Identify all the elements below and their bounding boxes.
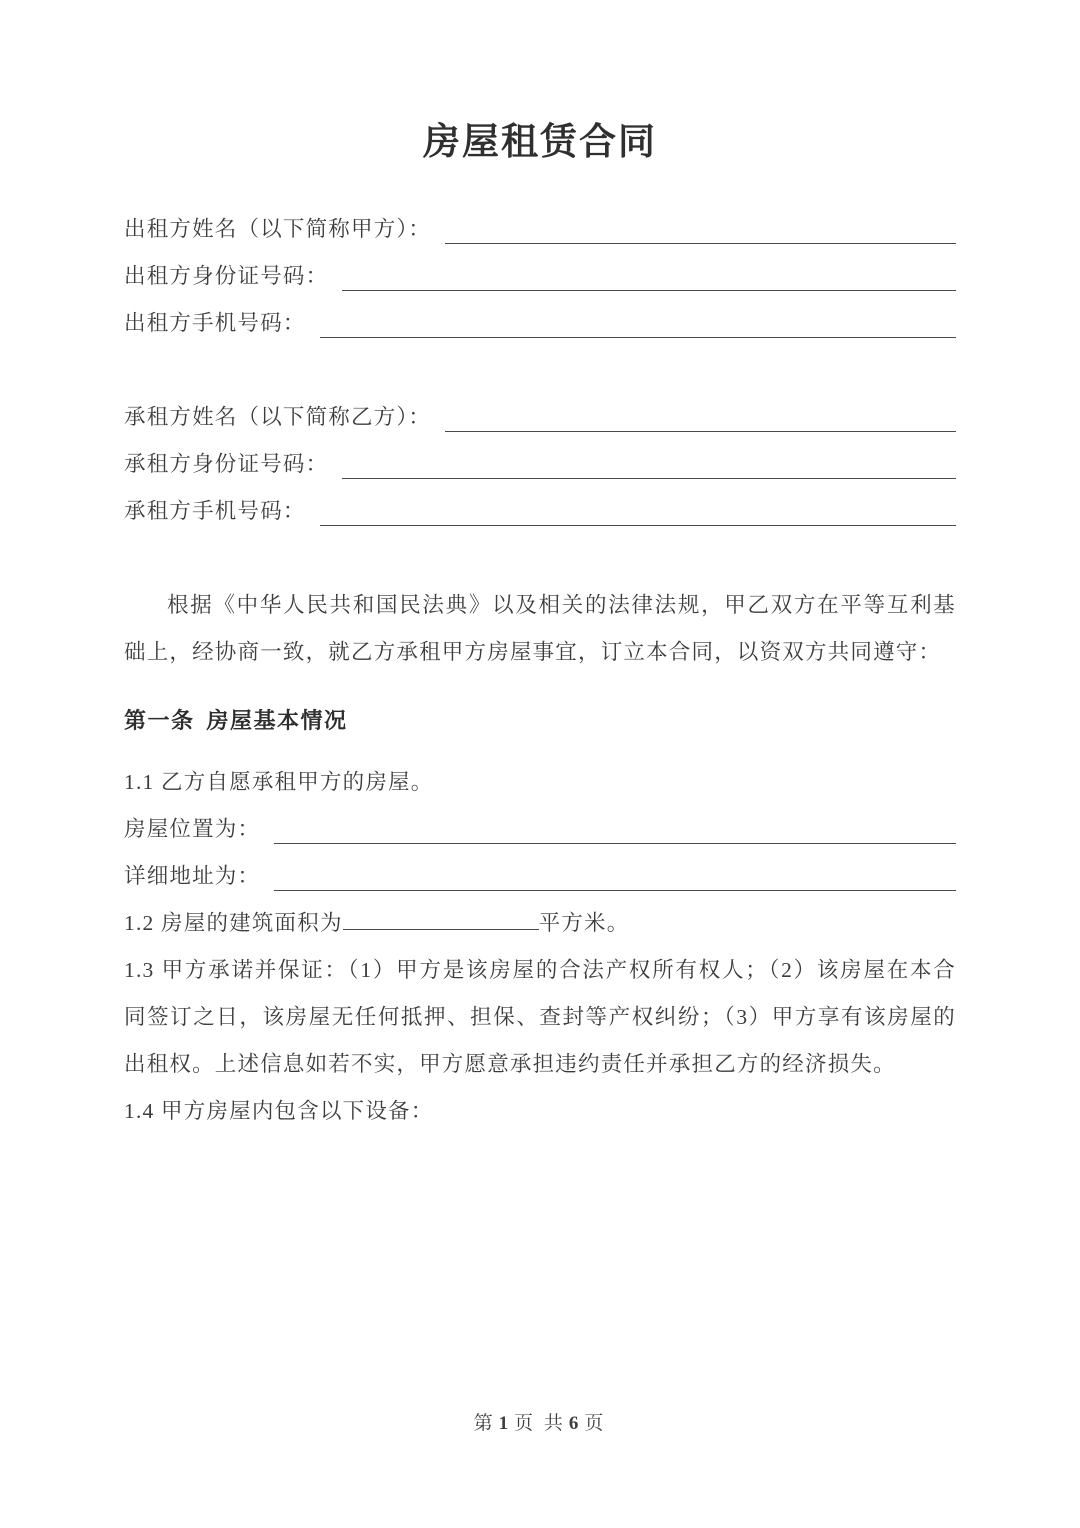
- property-location-input[interactable]: [274, 843, 956, 844]
- lessee-name-input[interactable]: [445, 431, 956, 432]
- spacer: [124, 745, 956, 759]
- building-area-input[interactable]: [343, 909, 539, 930]
- lessor-phone-row: [124, 300, 956, 347]
- spacer: [124, 535, 956, 582]
- lessor-phone-label: 出租方手机号码：: [124, 311, 306, 336]
- clause-1-3: 1.3 甲方承诺并保证：（1）甲方是该房屋的合法产权所有权人；（2）该房屋在本合同签订之日，该房屋无任何抵押、担保、查封等产权纠纷；（3）甲方享有该房屋的出租权。上述信息如若不实，甲方愿意承担违约责任并承担乙方的经济损失。: [124, 958, 956, 1077]
- lessee-phone-input[interactable]: [320, 525, 956, 526]
- lessee-name-label: 承租方姓名（以下简称乙方）：: [124, 405, 432, 430]
- lessor-name-label: 出租方姓名（以下简称甲方）：: [124, 217, 432, 242]
- spacer: [124, 676, 956, 698]
- lessor-id-row: [124, 253, 956, 300]
- lessee-phone-row: [124, 488, 956, 535]
- clause-1-2-prefix: 1.2 房屋的建筑面积为: [124, 911, 343, 936]
- clause-1-2-suffix: 平方米。: [538, 911, 630, 936]
- lessor-id-input[interactable]: [342, 290, 956, 291]
- clause-1-2: [124, 900, 956, 947]
- article-one-title: 房屋基本情况: [206, 709, 348, 735]
- spacer: [0, 166, 1080, 206]
- footer-middle: 页 共: [514, 1413, 566, 1434]
- clause-1-1: 1.1 乙方自愿承租甲方的房屋。: [124, 770, 434, 795]
- page-title: 房屋租赁合同: [423, 120, 657, 163]
- property-address-input[interactable]: [274, 890, 956, 891]
- lessor-name-input[interactable]: [445, 243, 956, 244]
- property-location-label: 房屋位置为：: [124, 817, 261, 842]
- footer-current-page: 1: [498, 1413, 512, 1434]
- lessee-id-input[interactable]: [342, 478, 956, 479]
- clause-1-4: 1.4 甲方房屋内包含以下设备：: [124, 1099, 434, 1124]
- lessor-name-row: [124, 206, 956, 253]
- article-one-number: 第一条: [124, 709, 195, 735]
- property-address-label: 详细地址为：: [124, 864, 261, 889]
- lessor-phone-input[interactable]: [320, 337, 956, 338]
- property-location-row: [124, 806, 956, 853]
- lessor-id-label: 出租方身份证号码：: [124, 264, 329, 289]
- footer-total-pages: 6: [568, 1413, 582, 1434]
- preamble-paragraph: 根据《中华人民共和国民法典》以及相关的法律法规，甲乙双方在平等互利基础上，经协商一致，就乙方承租甲方房屋事宜，订立本合同，以资双方共同遵守：: [124, 593, 956, 665]
- lessee-id-row: [124, 441, 956, 488]
- lessee-id-label: 承租方身份证号码：: [124, 452, 329, 477]
- spacer: [124, 347, 956, 394]
- footer-prefix: 第: [473, 1413, 496, 1434]
- lessee-phone-label: 承租方手机号码：: [124, 499, 306, 524]
- page-footer: [0, 1408, 1080, 1435]
- document-body: [124, 206, 956, 1135]
- property-address-row: [124, 853, 956, 900]
- footer-suffix: 页: [584, 1413, 607, 1434]
- lessee-name-row: [124, 394, 956, 441]
- article-one-heading: [124, 698, 956, 745]
